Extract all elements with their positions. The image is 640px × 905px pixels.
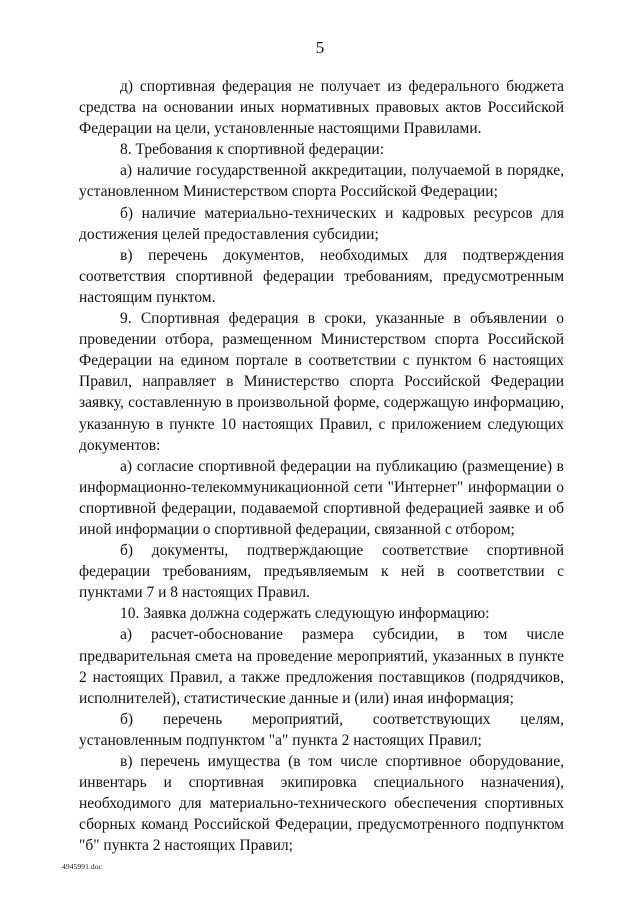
paragraph-10v: в) перечень имущества (в том числе спортивное оборудование, инвентарь и спортивная экипировка специального назначения), необходимого для материально-технического обеспечения спортивных сборных команд Российской Федерации, предусмотренного подпунктом "б" пункта 2 настоящих Правил; — [79, 753, 564, 855]
paragraph-8a: а) наличие государственной аккредитации, получаемой в порядке, установленном Министерством спорта Российской Федерации; — [79, 162, 564, 201]
page-number: 5 — [315, 38, 325, 57]
document-body — [79, 76, 564, 856]
paragraph-8b: б) наличие материально-технических и кадровых ресурсов для достижения целей предоставления субсидии; — [79, 204, 564, 243]
paragraph-10-heading: 10. Заявка должна содержать следующую информацию: — [120, 605, 490, 623]
paragraph-9: 9. Спортивная федерация в сроки, указанные в объявлении о проведении отбора, размещенном Министерством спорта Российской Федерации на едином портале в соответствии с пунктом 6 настоящих Правил, направляет в Министерство спорта Российской Федерации заявку, составленную в произвольной форме, содержащую информацию, указанную в пункте 10 настоящих Правил, с приложением следующих документов: — [79, 310, 564, 454]
paragraph-7d: д) спортивная федерация не получает из федерального бюджета средства на основании иных нормативных правовых актов Российской Федерации на цели, установленные настоящими Правилами. — [79, 78, 564, 138]
paragraph-8-heading: 8. Требования к спортивной федерации: — [120, 141, 385, 159]
footer-filename: 4945991.doc — [62, 862, 103, 871]
paragraph-9b: б) документы, подтверждающие соответствие спортивной федерации требованиям, предъявляемым к ней в соответствии с пунктами 7 и 8 настоящих Правил. — [79, 542, 564, 602]
paragraph-10a: а) расчет-обоснование размера субсидии, в том числе предварительная смета на проведение мероприятий, указанных в пункте 2 настоящих Правил, а также предложения поставщиков (подрядчиков, исполнителей), статистические данные и (или) иная информация; — [79, 626, 564, 707]
paragraph-8v: в) перечень документов, необходимых для подтверждения соответствия спортивной федерации требованиям, предусмотренным настоящим пунктом. — [79, 246, 564, 306]
paragraph-10b: б) перечень мероприятий, соответствующих целям, установленным подпунктом "а" пункта 2 настоящих Правил; — [79, 710, 564, 749]
paragraph-9a: а) согласие спортивной федерации на публикацию (размещение) в информационно-телекоммуникационной сети "Интернет" информации о спортивной федерации, подаваемой спортивной федерацией заявке и об иной информации о спортивной федерации, связанной с отбором; — [79, 457, 564, 538]
